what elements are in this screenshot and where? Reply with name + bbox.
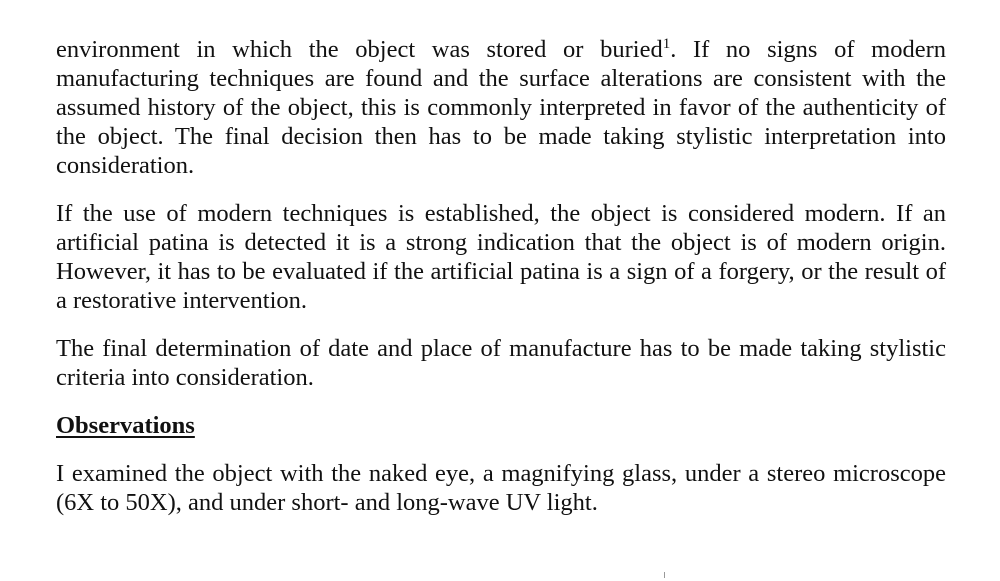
document-body bbox=[56, 35, 946, 517]
footnote-marker: 1 bbox=[662, 35, 671, 52]
paragraph-modern-techniques: If the use of modern techniques is established, the object is considered modern. If an artificial patina is detected it is a strong indication that the object is of modern origin. However, it has to be evaluated if the artificial patina is a sign of a forgery, or the result of a restorative intervention. bbox=[56, 200, 946, 314]
paragraph-final-determination: The final determination of date and place of manufacture has to be made taking stylistic criteria into consideration. bbox=[56, 335, 946, 391]
paragraph-text-continued: . If no signs of modern manufacturing techniques are found and the surface alterations are consistent with the assumed history of the object, this is commonly interpreted in favor of the authenticity of the object. The final decision then has to be made taking stylistic interpretation into consideration. bbox=[56, 36, 946, 179]
paragraph-observations: I examined the object with the naked eye, a magnifying glass, under a stereo microscope (6X to 50X), and under short- and long-wave UV light. bbox=[56, 460, 946, 516]
scan-artifact-mark bbox=[664, 572, 665, 578]
section-heading-observations: Observations bbox=[56, 412, 195, 439]
paragraph-authenticity bbox=[56, 35, 946, 180]
paragraph-text: environment in which the object was stored or buried bbox=[56, 36, 663, 63]
